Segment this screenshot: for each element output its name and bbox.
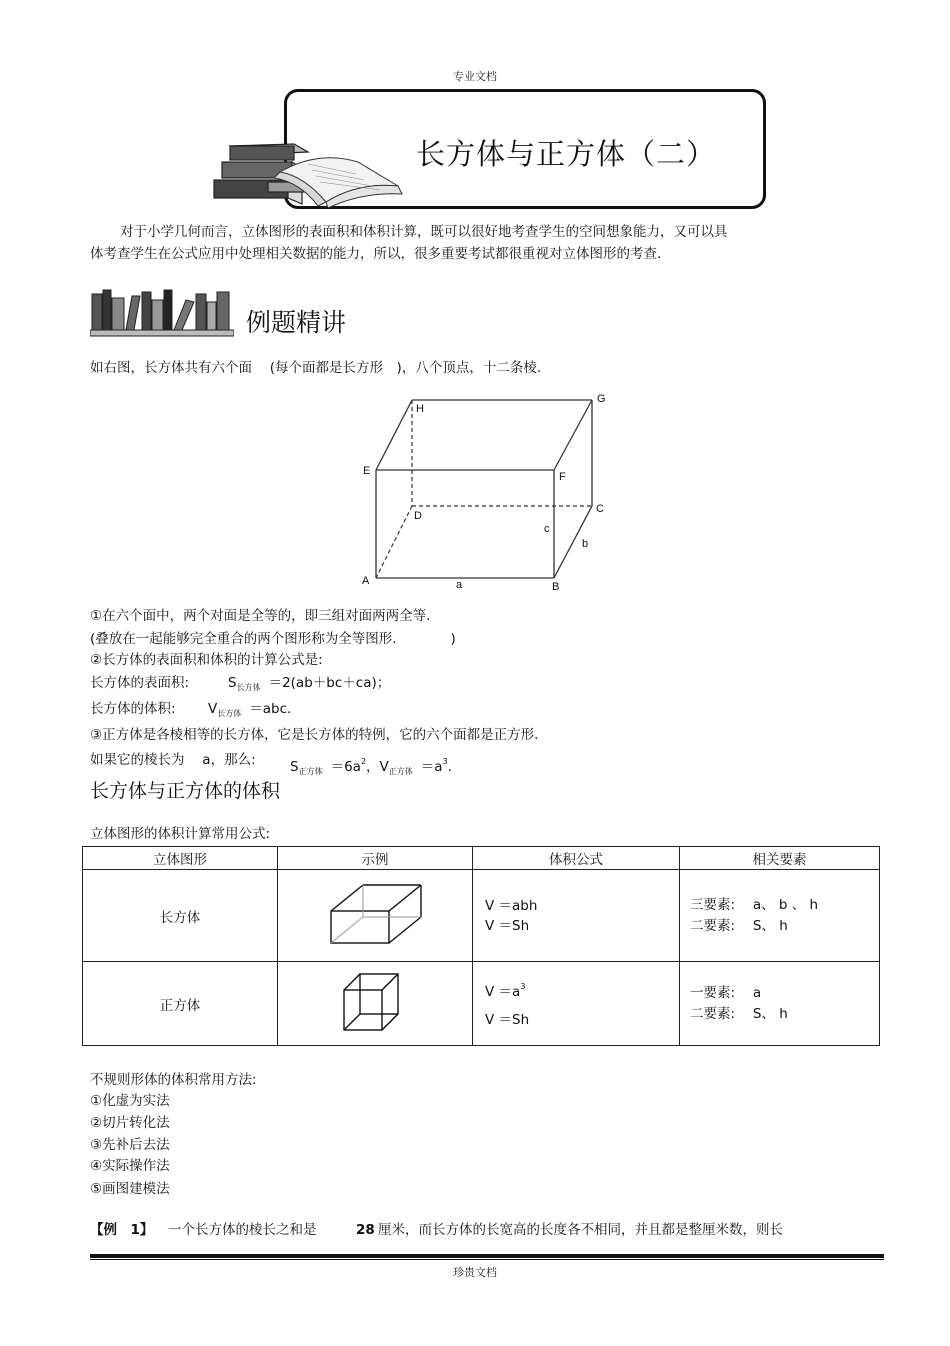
point-1: ①在六个面中，两个对面是全等的，即三组对面两两全等. (90, 608, 431, 624)
vertex-label-c: C (596, 503, 604, 515)
volume-expression: ＝abc. (249, 701, 292, 717)
element-line: 二要素: S、 h (690, 917, 788, 934)
point-3: ③正方体是各棱相等的长方体，它是长方体的特例，它的六个面都是正方形. (90, 727, 539, 743)
formula-exponent: 3 (520, 982, 526, 991)
formula-line: V ＝Sh (485, 917, 530, 934)
table-header-shape: 立体图形 (83, 847, 278, 870)
table-row (83, 962, 880, 1046)
cube-surface-subscript: 正方体 (298, 767, 323, 776)
edge-label-a: a (456, 579, 463, 591)
volume-formula (208, 700, 291, 723)
method-item: ①化虚为实法 (90, 1093, 170, 1109)
example-text-post: 厘米，而长方体的长宽高的长度各不相同，并且都是整厘米数，则长 (378, 1222, 783, 1238)
point-2: ②长方体的表面积和体积的计算公式是: (90, 652, 323, 668)
page-header: 专业文档 (453, 70, 497, 83)
example-number: 28 (356, 1222, 375, 1238)
table-row (83, 870, 880, 962)
table-cell-example (278, 962, 473, 1046)
method-item: ⑤画图建模法 (90, 1181, 170, 1197)
books-illustration (208, 136, 408, 212)
vertex-label-b: B (552, 581, 560, 593)
cube-formulas (290, 753, 452, 781)
table-header-row (83, 847, 880, 870)
table-cell-formula (473, 962, 680, 1046)
method-item: ②切片转化法 (90, 1115, 170, 1131)
surface-expression: ＝2(ab＋bc＋ca)； (268, 675, 391, 691)
cube-example-figure (340, 970, 410, 1034)
example-tag: 【例 1】 (90, 1222, 154, 1238)
cube-surface-symbol: S (290, 759, 299, 775)
table-cell-elements (680, 870, 880, 962)
cube-surface-expression: ＝6a (330, 759, 361, 775)
cube-end: . (447, 759, 452, 775)
point-1-note: (叠放在一起能够完全重合的两个图形称为全等图形. ) (90, 631, 456, 647)
table-cell-example (278, 870, 473, 962)
footer-rule-thin (90, 1259, 884, 1260)
section-title-volume: 长方体与正方体的体积 (90, 780, 281, 802)
method-item: ③先补后去法 (90, 1137, 170, 1153)
volume-formula-table (82, 846, 880, 1046)
intro-line-2: 体考查学生在公式应用中处理相关数据的能力，所以，很多重要考试都很重视对立体图形的考查. (90, 246, 662, 262)
table-header-example: 示例 (278, 847, 473, 870)
intro-line-1: 对于小学几何而言，立体图形的表面积和体积计算，既可以很好地考查学生的空间想象能力，又可以具 (120, 224, 728, 240)
vertex-label-h: H (416, 403, 424, 415)
methods-title: 不规则形体的体积常用方法: (90, 1072, 257, 1088)
surface-symbol: S (228, 675, 237, 691)
cube-separator: ， (366, 759, 380, 775)
formula-line (485, 977, 679, 1002)
table-cell-shape: 正方体 (83, 962, 278, 1046)
page-title: 长方体与正方体（二） (416, 137, 717, 171)
cube-prefix: 如果它的棱长为 a，那么: (90, 752, 256, 768)
vertex-label-g: G (597, 393, 606, 405)
vertex-label-a: A (362, 575, 370, 587)
table-cell-elements (680, 962, 880, 1046)
formula-line: V ＝abh (485, 897, 538, 914)
vertex-label-d: D (414, 510, 422, 522)
formula-line: V ＝Sh (485, 1012, 530, 1028)
method-item: ④实际操作法 (90, 1158, 170, 1174)
footer-rule (90, 1254, 884, 1258)
volume-subscript: 长方体 (217, 709, 242, 718)
cube-volume-expression: ＝a (420, 759, 443, 775)
table-intro: 立体图形的体积计算常用公式: (90, 826, 271, 842)
surface-subscript: 长方体 (236, 683, 261, 692)
table-cell-formula (473, 870, 680, 962)
formula-base: V ＝a (485, 984, 521, 1000)
cuboid-example-figure (325, 879, 425, 949)
example-text-pre: 一个长方体的棱长之和是 (168, 1222, 317, 1238)
edge-label-b: b (582, 538, 589, 550)
edge-label-c: c (544, 523, 550, 535)
cuboid-diagram (356, 388, 612, 594)
volume-label: 长方体的体积: (90, 701, 176, 717)
surface-area-formula (228, 674, 390, 697)
cube-volume-exponent: 3 (442, 757, 448, 766)
vertex-label-f: F (559, 471, 566, 483)
table-header-formula: 体积公式 (473, 847, 680, 870)
cube-volume-subscript: 正方体 (388, 767, 413, 776)
bookshelf-icon (90, 288, 234, 338)
element-line: 三要素: a、 b 、 h (690, 896, 819, 913)
volume-symbol: V (208, 701, 218, 717)
table-cell-shape: 长方体 (83, 870, 278, 962)
element-line: 一要素: a (690, 984, 762, 1001)
page-footer: 珍贵文档 (453, 1266, 497, 1279)
surface-area-label: 长方体的表面积: (90, 675, 190, 691)
cube-surface-exponent: 2 (360, 757, 367, 766)
vertex-label-e: E (363, 465, 371, 477)
section-title-examples: 例题精讲 (246, 308, 347, 337)
table-header-elements: 相关要素 (680, 847, 880, 870)
cube-volume-symbol: V (379, 759, 389, 775)
element-line: 二要素: S、 h (690, 1005, 788, 1022)
cuboid-description: 如右图，长方体共有六个面 (每个面都是长方形 )，八个顶点，十二条棱. (90, 360, 542, 376)
